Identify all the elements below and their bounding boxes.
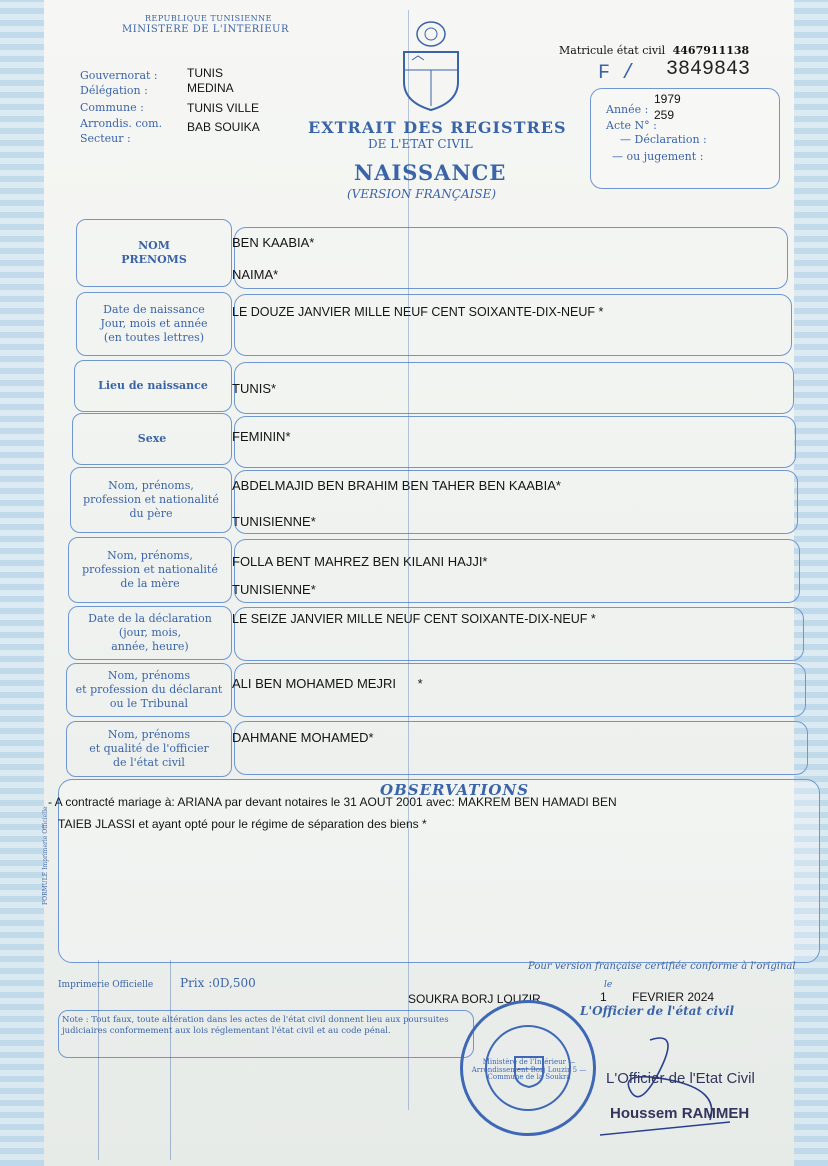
annee-value: 1979 xyxy=(654,92,681,106)
officier-value: DAHMANE MOHAMED* xyxy=(232,730,374,745)
label-pere-text: Nom, prénoms, profession et nationalité du père xyxy=(83,479,219,520)
delegation-label: Délégation : xyxy=(80,84,148,97)
lieu-naissance-value: TUNIS* xyxy=(232,381,277,396)
pere-nationalite-value: TUNISIENNE* xyxy=(232,514,316,529)
observations-title: OBSERVATIONS xyxy=(380,781,530,799)
label-officier xyxy=(66,721,232,777)
label-mere-text: Nom, prénoms, profession et nationalité de la mère xyxy=(82,549,218,590)
le-text: le xyxy=(604,980,613,990)
acte-value: 259 xyxy=(654,108,675,122)
fold-line xyxy=(408,10,409,1110)
label-sexe xyxy=(72,413,232,465)
observation-line-1: - A contracté mariage à: ARIANA par devant notaires le 31 AOUT 2001 avec: MAKREM BEN HAMADI BEN xyxy=(48,795,617,809)
value-cell-sexe xyxy=(234,416,796,468)
ministere-text: MINISTERE DE L'INTERIEUR xyxy=(122,24,290,35)
date-declaration-value: LE SEIZE JANVIER MILLE NEUF CENT SOIXANTE-DIX-NEUF * xyxy=(232,612,596,626)
commune-value: TUNIS VILLE xyxy=(187,101,260,115)
margin-line xyxy=(98,960,99,1160)
label-declarant-text: Nom, prénoms et profession du déclarant ou le Tribunal xyxy=(75,669,223,710)
officier-stamp-name: Houssem RAMMEH xyxy=(610,1105,750,1122)
formule-side-text: FORMULE Imprimerie Officielle xyxy=(42,806,49,905)
jugement-label: — ou jugement : xyxy=(612,150,704,163)
label-lieu-naissance-text: Lieu de naissance xyxy=(98,379,208,393)
left-guilloche-border xyxy=(0,0,44,1166)
commune-label: Commune : xyxy=(80,101,144,114)
label-date-declaration xyxy=(68,606,232,660)
delegation-value: MEDINA xyxy=(187,81,234,95)
certifie-text: Pour version française certifiée conforme à l'original xyxy=(528,961,796,972)
observation-line-2: TAIEB JLASSI et ayant opté pour le régime de séparation des biens * xyxy=(58,817,427,831)
matricule-line xyxy=(559,44,749,57)
label-date-naissance-text: Date de naissance Jour, mois et année (en toutes lettres) xyxy=(100,303,208,344)
gouvernorat-value: TUNIS xyxy=(187,66,223,80)
label-nom-prenoms-text: NOM PRENOMS xyxy=(121,239,187,266)
gouvernorat-label: Gouvernorat : xyxy=(80,69,158,82)
officier-italic: L'Officier de l'état civil xyxy=(580,1004,735,1018)
label-date-naissance xyxy=(76,292,232,356)
official-stamp xyxy=(460,1000,596,1136)
note-text: Note : Tout faux, toute altération dans les actes de l'état civil donnent lieu aux poursuites judiciaires conformement aux lois réglementant l'état civil et au code pénal. xyxy=(62,1015,449,1037)
label-lieu-naissance xyxy=(74,360,232,412)
label-sexe-text: Sexe xyxy=(137,432,167,446)
annee-label: Année : xyxy=(606,103,649,116)
date-month-year: FEVRIER 2024 xyxy=(632,990,715,1004)
version-francaise: (VERSION FRANÇAISE) xyxy=(347,187,497,201)
sexe-value: FEMININ* xyxy=(232,429,291,444)
stamp-text: Ministère de l'Intérieur — Arrondissement Borj Louzir 5 — Commune de la Soukra xyxy=(471,1058,587,1082)
value-cell-mere xyxy=(234,539,800,603)
f-prefix: F / xyxy=(598,62,635,85)
label-mere xyxy=(68,537,232,603)
arrondis-value: BAB SOUIKA xyxy=(187,120,260,134)
secteur-label: Secteur : xyxy=(80,132,131,145)
mere-name-value: FOLLA BENT MAHREZ BEN KILANI HAJJI* xyxy=(232,554,488,569)
value-cell-nom xyxy=(234,227,788,289)
label-officier-text: Nom, prénoms et qualité de l'officier de l'état civil xyxy=(89,728,209,769)
mere-nationalite-value: TUNISIENNE* xyxy=(232,582,316,597)
pere-name-value: ABDELMAJID BEN BRAHIM BEN TAHER BEN KAABIA* xyxy=(232,478,561,493)
margin-line-2 xyxy=(170,960,171,1160)
extrait-title: EXTRAIT DES REGISTRES xyxy=(308,118,567,137)
label-date-declaration-text: Date de la déclaration (jour, mois, année, heure) xyxy=(88,612,212,653)
declarant-value: ALI BEN MOHAMED MEJRI * xyxy=(232,676,423,691)
officier-stamp-title: L'Officier de l'Etat Civil xyxy=(606,1070,755,1087)
republique-text: REPUBLIQUE TUNISIENNE xyxy=(145,14,272,23)
prix-text: Prix :0D,500 xyxy=(180,976,256,990)
matricule-value: 4467911138 xyxy=(672,44,750,57)
label-nom-prenoms xyxy=(76,219,232,287)
f-number: 3849843 xyxy=(666,58,751,81)
date-day: 1 xyxy=(600,990,607,1004)
etat-civil-subtitle: DE L'ETAT CIVIL xyxy=(368,137,473,151)
prenoms-value: NAIMA* xyxy=(232,267,279,282)
place-text: SOUKRA BORJ LOUZIR xyxy=(408,992,541,1006)
imprimerie-officielle: Imprimerie Officielle xyxy=(58,980,154,990)
matricule-label: Matricule état civil xyxy=(559,44,666,57)
declaration-label: — Déclaration : xyxy=(620,133,707,146)
value-cell-date-naissance xyxy=(234,294,792,356)
label-declarant xyxy=(66,663,232,717)
arrondis-label: Arrondis. com. xyxy=(80,117,163,130)
label-pere xyxy=(70,467,232,533)
nom-value: BEN KAABIA* xyxy=(232,235,315,250)
naissance-title: NAISSANCE xyxy=(354,160,507,185)
date-naissance-value: LE DOUZE JANVIER MILLE NEUF CENT SOIXANTE-DIX-NEUF * xyxy=(232,305,604,319)
acte-label: Acte N° : xyxy=(606,119,657,132)
value-cell-lieu xyxy=(234,362,794,414)
